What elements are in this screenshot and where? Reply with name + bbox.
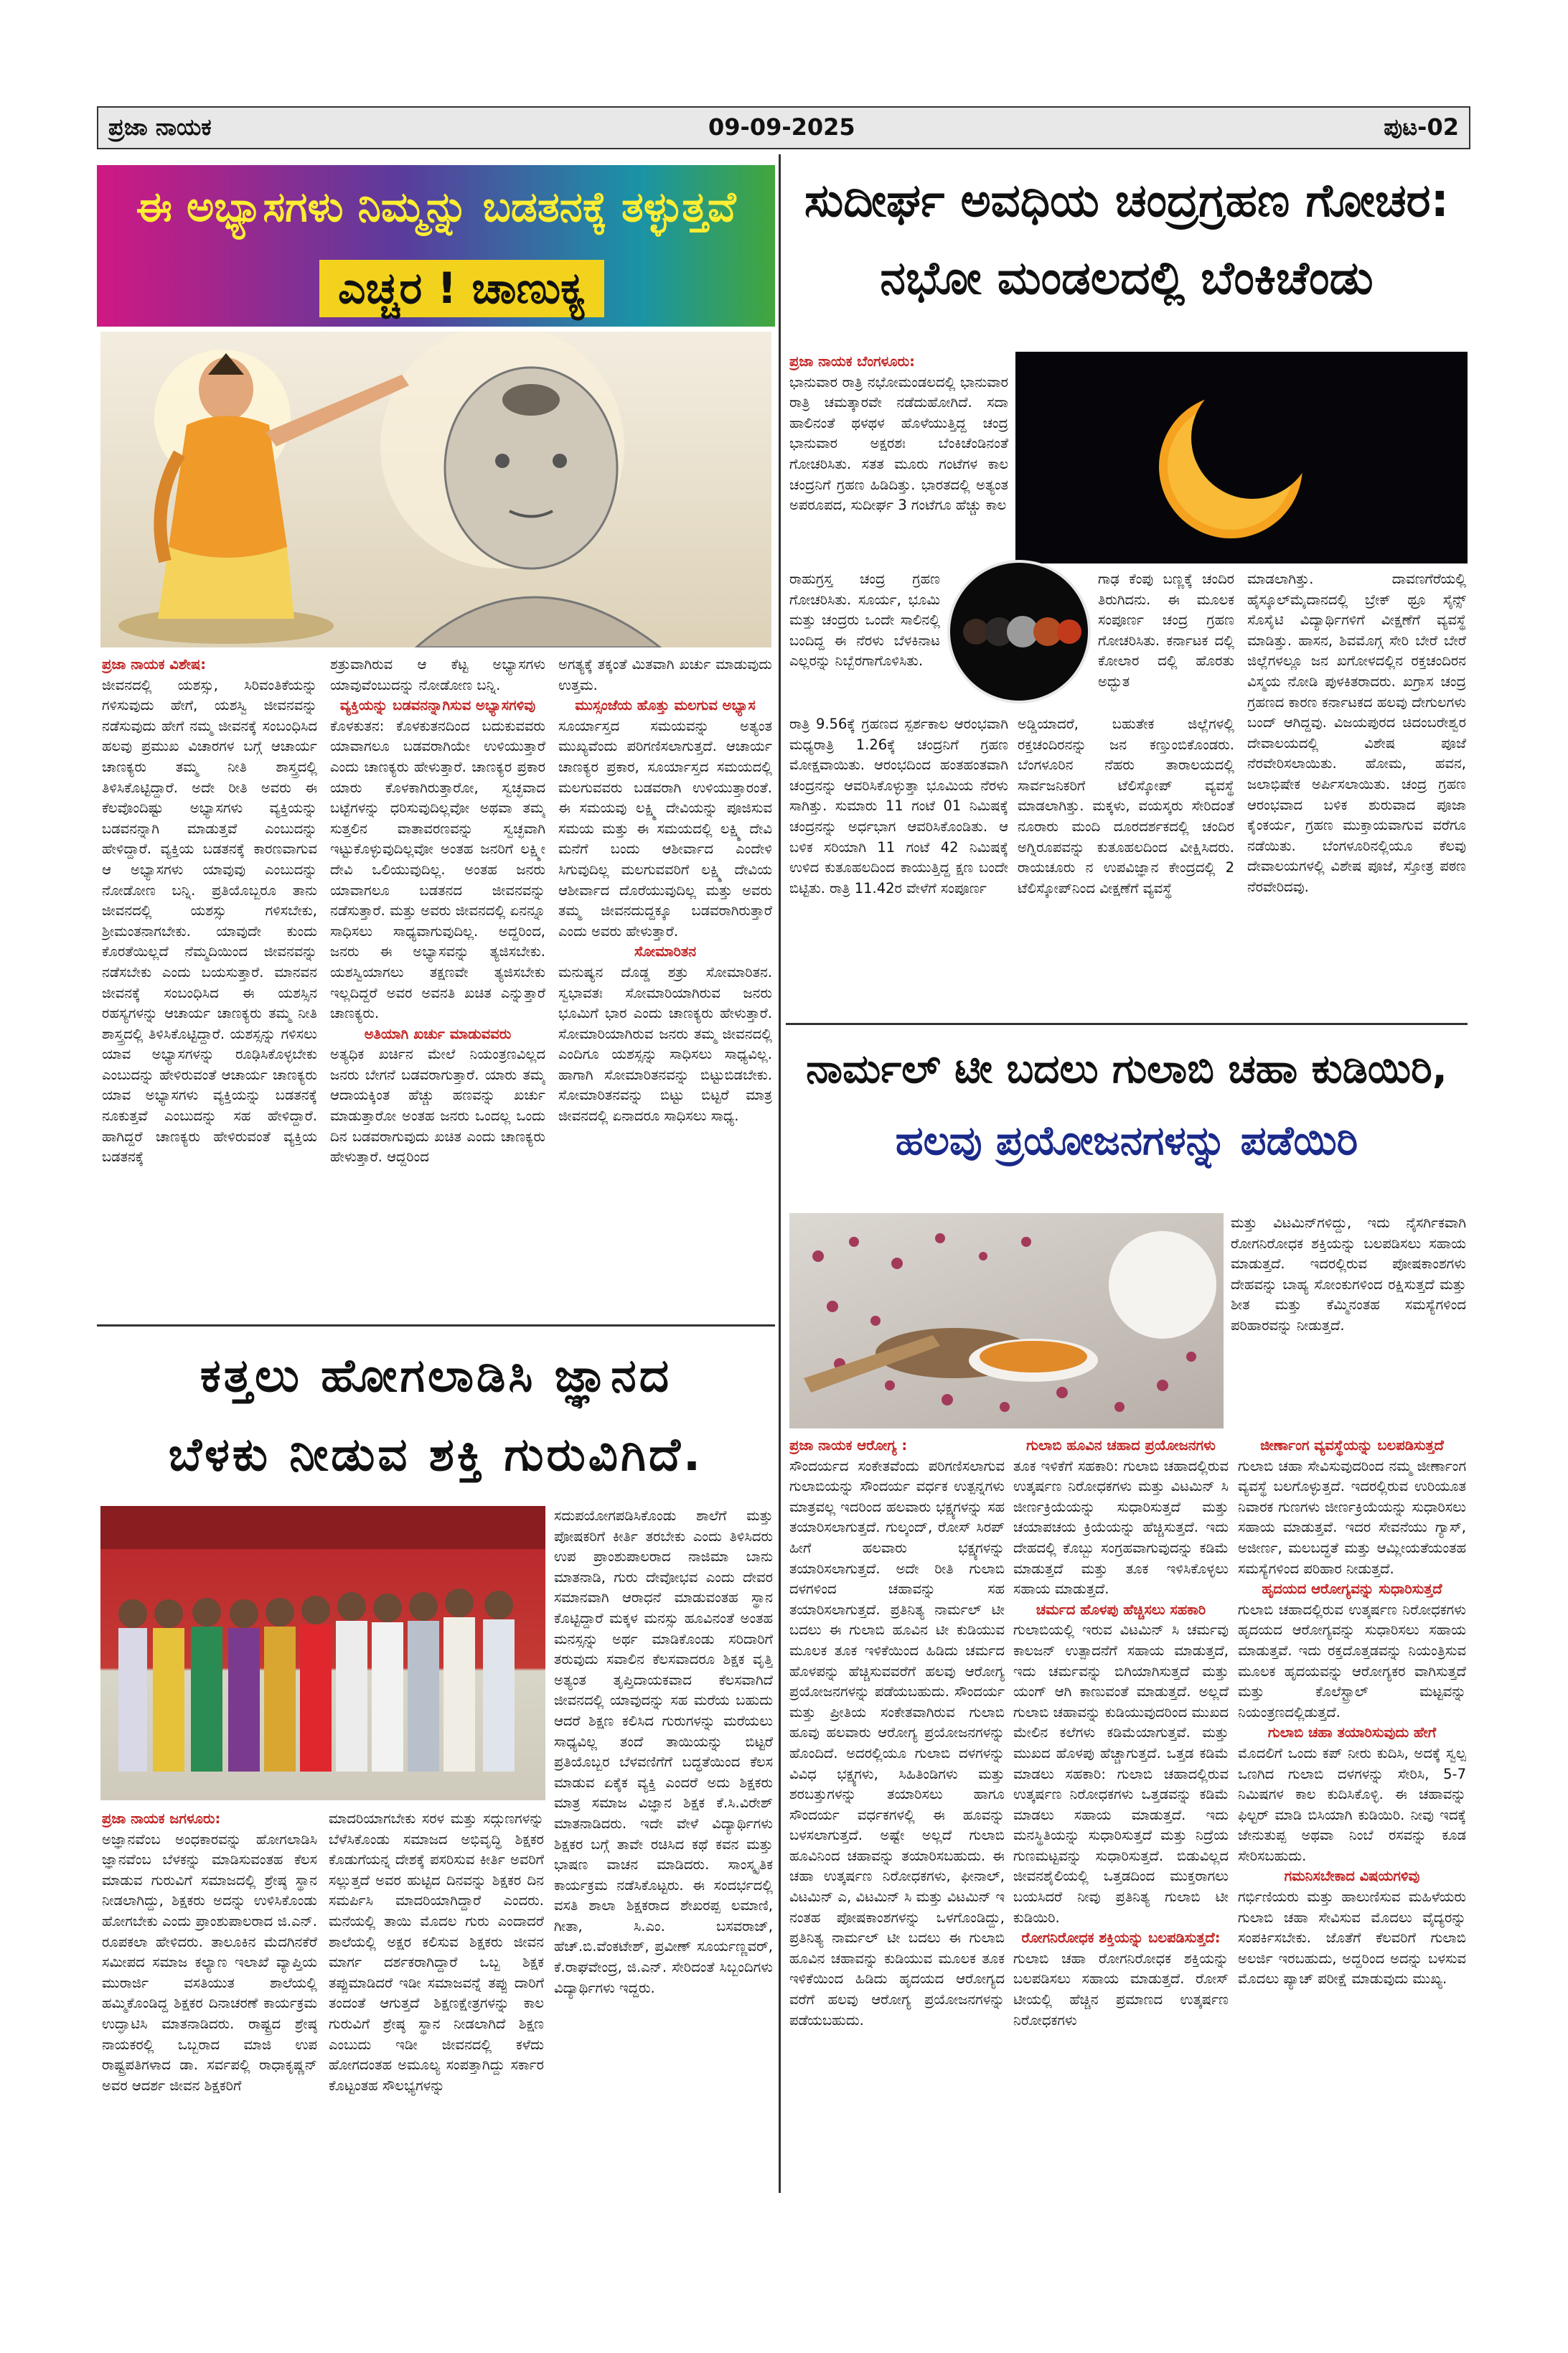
eclipse-column-3 — [1247, 569, 1466, 1016]
subheading: ಜೀರ್ಣಾಂಗ ವ್ಯವಸ್ಥೆಯನ್ನು ಬಲಪಡಿಸುತ್ತದೆ — [1260, 1437, 1444, 1454]
article-text: ಗುಲಾಬಿ ಚಹಾ ಸೇವಿಸುವುದರಿಂದ ನಮ್ಮ ಜೀರ್ಣಾಂಗ ವ್ಯವಸ್ಥೆ ಬಲಗೊಳ್ಳುತ್ತದೆ. ಇದರಲ್ಲಿರುವ ಉರಿಯೂತ ನಿವಾರಕ ಗುಣಗಳು ಜೀರ್ಣಕ್ರಿಯೆಯನ್ನು ಸುಧಾರಿಸಲು ಸಹಾಯ ಮಾಡುತ್ತವೆ. ಇದರ ಸೇವನೆಯು ಗ್ಯಾಸ್, ಅಜೀರ್ಣ, ಮಲಬದ್ಧತೆ ಮತ್ತು ಆಮ್ಲೀಯತೆಯಂತಹ ಸಮಸ್ಯೆಗಳಿಂದ ಪರಿಹಾರ ನೀಡುತ್ತದೆ. — [1238, 1457, 1466, 1577]
article-text: ಭಾನುವಾರ ರಾತ್ರಿ ನಭೋಮಂಡಲದಲ್ಲಿ ಭಾನುವಾರ ರಾತ್ರಿ ಚಮತ್ಕಾರವೇ ನಡೆದುಹೋಗಿದೆ. ಸದಾ ಹಾಲಿನಂತೆ ಥಳಥಳ ಹೊಳೆಯುತ್ತಿದ್ದ ಚಂದ್ರ ಭಾನುವಾರ ಅಕ್ಷರಶಃ ಬೆಂಕಿಚೆಂಡಿನಂತೆ ಗೋಚರಿಸಿತು. ಸತತ ಮೂರು ಗಂಟೆಗಳ ಕಾಲ ಚಂದ್ರನಿಗೆ ಗ್ರಹಣ ಹಿಡಿದಿತ್ತು. ಭಾರತದಲ್ಲಿ ಅತ್ಯಂತ ಅಪರೂಪದ, ಸುದೀರ್ಘ 3 ಗಂಟೆಗೂ ಹೆಚ್ಚು ಕಾಲ — [789, 373, 1008, 514]
headline-line-2: ಎಚ್ಚರ ! ಚಾಣುಕ್ಯ — [319, 260, 604, 317]
chanakya-headline-banner — [97, 165, 775, 327]
dateline: ಪ್ರಜಾ ನಾಯಕ ವಿಶೇಷ: — [102, 656, 207, 673]
subheading: ವ್ಯಕ್ತಿಯನ್ನು ಬಡವನನ್ನಾಗಿಸುವ ಅಭ್ಯಾಸಗಳಿವು — [339, 697, 536, 714]
chanakya-column-1 — [102, 655, 317, 1319]
article-text: ಮೊದಲಿಗೆ ಒಂದು ಕಪ್ ನೀರು ಕುದಿಸಿ, ಅದಕ್ಕೆ ಸ್ವಲ್ಪ ಒಣಗಿದ ಗುಲಾಬಿ ದಳಗಳನ್ನು ಸೇರಿಸಿ, 5-7 ನಿಮಿಷಗಳ ಕಾಲ ಕುದಿಸಿಕೊಳ್ಳಿ. ಈ ಚಹಾವನ್ನು ಫಿಲ್ಟರ್ ಮಾಡಿ ಬಿಸಿಯಾಗಿ ಕುಡಿಯಿರಿ. ನೀವು ಇದಕ್ಕೆ ಜೇನುತುಪ್ಪ ಅಥವಾ ನಿಂಬೆ ರಸವನ್ನು ಕೂಡ ಸೇರಿಸಬಹುದು. — [1238, 1744, 1466, 1864]
article-text: ಸೂರ್ಯಾಸ್ತದ ಸಮಯವನ್ನು ಅತ್ಯಂತ ಮುಖ್ಯವೆಂದು ಪರಿಗಣಿಸಲಾಗುತ್ತದೆ. ಆಚಾರ್ಯ ಚಾಣಕ್ಯರ ಪ್ರಕಾರ, ಸೂರ್ಯಾಸ್ತದ ಸಮಯದಲ್ಲಿ ಮಲಗುವವರು ಬಡವರಾಗಿ ಉಳಿಯುತ್ತಾರಂತೆ. ಈ ಸಮಯವು ಲಕ್ಷ್ಮಿ ದೇವಿಯನ್ನು ಪೂಜಿಸುವ ಸಮಯ ಮತ್ತು ಈ ಸಮಯದಲ್ಲಿ ಲಕ್ಷ್ಮಿ ದೇವಿ ಮನೆಗೆ ಬಂದು ಆಶೀರ್ವಾದ ಎಂದೇಳಿ ಸಿಗುವುದಿಲ್ಲ ಮಲಗುವವರಿಗೆ ಲಕ್ಷ್ಮಿ ದೇವಿಯ ಆಶೀರ್ವಾದ ದೊರೆಯುವುದಿಲ್ಲ ಮತ್ತು ಅವರು ತಮ್ಮ ಜೀವನದುದ್ದಕ್ಕೂ ಬಡವರಾಗಿರುತ್ತಾರೆ ಎಂದು ಅವರು ಹೇಳುತ್ತಾರೆ. — [558, 717, 772, 940]
rosetea-column-3-top — [1231, 1213, 1466, 1428]
dateline: ಪ್ರಜಾ ನಾಯಕ ಬೆಂಗಳೂರು: — [789, 353, 915, 370]
teacher-column-1 — [102, 1809, 317, 2193]
teacher-column-3 — [554, 1506, 773, 2191]
article-text: ಅಗತ್ಯಕ್ಕೆ ತಕ್ಕಂತೆ ಮಿತವಾಗಿ ಖರ್ಚು ಮಾಡುವುದು ಉತ್ತಮ. — [558, 656, 772, 693]
headline-line-1: ಸುದೀರ್ಘ ಅವಧಿಯ ಚಂದ್ರಗ್ರಹಣ ಗೋಚರ: — [804, 174, 1450, 228]
article-text: ಸದುಪಯೋಗಪಡಿಸಿಕೊಂಡು ಶಾಲೆಗೆ ಮತ್ತು ಪೋಷಕರಿಗೆ ಕೀರ್ತಿ ತರಬೇಕು ಎಂದು ತಿಳಿಸಿದರು ಉಪ ಪ್ರಾಂಶುಪಾಲರಾದ ನಾಜಿಮಾ ಬಾನು ಮಾತನಾಡಿ, ಗುರು ದೇವೋಭವ ಎಂದು ದೇವರ ಸಮಾನವಾಗಿ ಆರಾಧನೆ ಮಾಡುವಂತಹ ಸ್ಥಾನ ಕೊಟ್ಟಿದ್ದಾರೆ ಮಕ್ಕಳ ಮನಸ್ಸು ಹೂವಿನಂತೆ ಅಂತಹ ಮನಸ್ಸನ್ನು ಅರ್ಥ ಮಾಡಿಕೊಂಡು ಸರಿದಾರಿಗೆ ತರುವುದು ಸವಾಲಿನ ಕೆಲಸವಾದರೂ ಶಿಕ್ಷಕ ವೃತ್ತಿ ಅತ್ಯಂತ ತೃಪ್ತಿದಾಯಕವಾದ ಕೆಲಸವಾಗಿದೆ ಜೀವನದಲ್ಲಿ ಯಾವುದನ್ನು ಸಹ ಮರೆಯ ಬಹುದು ಆದರೆ ಶಿಕ್ಷಣ ಕಲಿಸಿದ ಗುರುಗಳನ್ನು ಮರೆಯಲು ಸಾಧ್ಯವಿಲ್ಲ ತಂದೆ ತಾಯಿಯನ್ನು ಬಿಟ್ಟರೆ ಪ್ರತಿಯೊಬ್ಬರ ಬೆಳವಣಿಗೆಗೆ ಬದ್ಧತೆಯಿಂದ ಕೆಲಸ ಮಾಡುವ ಏಕೈಕ ವ್ಯಕ್ತಿ ಎಂದರೆ ಅದು ಶಿಕ್ಷಕರು ಮಾತ್ರ ಸಮಾಜ ವಿಜ್ಞಾನ ಶಿಕ್ಷಕ ಕೆ.ಸಿ.ವಿರೇಶ್ ಮಾತನಾಡಿದರು. ಇದೇ ವೇಳೆ ವಿದ್ಯಾರ್ಥಿಗಳು ಶಿಕ್ಷಕರ ಬಗ್ಗೆ ತಾವೇ ರಚಿಸಿದ ಕಥೆ ಕವನ ಮತ್ತು ಭಾಷಣ ವಾಚನ ಮಾಡಿದರು. ಸಾಂಸ್ಕೃತಿಕ ಕಾರ್ಯಕ್ರಮ ನಡೆಸಿಕೊಟ್ಟರು. ಈ ಸಂದರ್ಭದಲ್ಲಿ ವಸತಿ ಶಾಲಾ ಶಿಕ್ಷಕರಾದ ಶೇಖರಪ್ಪ ಲಮಾಣಿ, ಗೀತಾ, ಸಿ.ಎಂ. ಬಸವರಾಜ್, ಹೆಚ್.ಬಿ.ವೆಂಕಟೇಶ್, ಪ್ರವೀಣ್ ಸೂರ್ಯಣ್ಣವರ್, ಕೆ.ರಾಘವೇಂದ್ರ, ಜಿ.ಎನ್. ಸೇರಿದಂತೆ ಸಿಬ್ಬಂದಿಗಳು ವಿದ್ಯಾರ್ಥಿಗಳು ಇದ್ದರು. — [554, 1507, 773, 1996]
article-text: ಮಾಡಲಾಗಿತ್ತು. ದಾವಣಗೆರೆಯಲ್ಲಿ ಹೈಸ್ಕೂಲ್‌ಮೈದಾನದಲ್ಲಿ ಬ್ರೇಕ್ ಥ್ರೂ ಸೈನ್ಸ್ ಸೊಸೈಟಿ ವಿದ್ಯಾರ್ಥಿಗಳಿಗೆ ವೀಕ್ಷಣೆಗೆ ವ್ಯವಸ್ಥೆ ಮಾಡಿತ್ತು. ಹಾಸನ, ಶಿವಮೊಗ್ಗ ಸೇರಿ ಬೇರೆ ಬೇರೆ ಜಿಲ್ಲೆಗಳಲ್ಲೂ ಜನ ಖಗೋಳದಲ್ಲಿನ ರಕ್ತಚಂದಿರನ ವಿಸ್ಮಯ ನೋಡಿ ಪುಳಕಿತರಾದರು. ಖಗ್ರಾಸ ಚಂದ್ರ ಗ್ರಹಣದ ಕಾರಣ ಕರ್ನಾಟಕದ ಹಲವು ದೇಗುಲಗಳು ಬಂದ್ ಆಗಿದ್ದವು. ವಿಜಯಪುರದ ಚಿದಂಬರೇಶ್ವರ ದೇವಾಲಯದಲ್ಲಿ ವಿಶೇಷ ಪೂಜೆ ನೆರವೇರಿಸಲಾಯಿತು. ಹೋಮ, ಹವನ, ಜಲಾಭಿಷೇಕ ಅರ್ಪಿಸಲಾಯಿತು. ಚಂದ್ರ ಗ್ರಹಣ ಆರಂಭವಾದ ಬಳಿಕ ಶುರುವಾದ ಪೂಜಾ ಕೈಂಕರ್ಯ, ಗ್ರಹಣ ಮುಕ್ತಾಯವಾಗುವ ವರೆಗೂ ನಡೆಯಿತು. ಬೆಂಗಳೂರಿನಲ್ಲಿಯೂ ಕೆಲವು ದೇವಾಲಯಗಳಲ್ಲಿ ವಿಶೇಷ ಪೂಜೆ, ಸ್ತೋತ್ರ ಪಠಣ ನೆರವೇರಿದವು. — [1247, 571, 1466, 895]
article-text: ಮನುಷ್ಯನ ದೊಡ್ಡ ಶತ್ರು ಸೋಮಾರಿತನ. ಸ್ವಭಾವತಃ ಸೋಮಾರಿಯಾಗಿರುವ ಜನರು ಭೂಮಿಗೆ ಭಾರ ಎಂದು ಚಾಣಕ್ಯರು ಹೇಳುತ್ತಾರೆ. ಸೋಮಾರಿಯಾಗಿರುವ ಜನರು ತಮ್ಮ ಜೀವನದಲ್ಲಿ ಎಂದಿಗೂ ಯಶಸ್ಸನ್ನು ಸಾಧಿಸಲು ಸಾಧ್ಯವಿಲ್ಲ. ಹಾಗಾಗಿ ಸೋಮಾರಿತನವನ್ನು ಬಿಟ್ಟುಬಿಡಬೇಕು. ಸೋಮಾರಿತನವನ್ನು ಬಿಟ್ಟು ಬಿಟ್ಟರೆ ಮಾತ್ರ ಜೀವನದಲ್ಲಿ ಏನಾದರೂ ಸಾಧಿಸಲು ಸಾಧ್ಯ. — [558, 963, 772, 1125]
section-rule — [97, 1324, 775, 1327]
headline-line-1: ನಾರ್ಮಲ್ ಟೀ ಬದಲು ಗುಲಾಬಿ ಚಹಾ ಕುಡಿಯಿರಿ, — [806, 1046, 1447, 1093]
eclipse-column-1-top — [789, 352, 1008, 567]
article-text: ಕೊಳಕುತನ: ಕೊಳಕುತನದಿಂದ ಬದುಕುವವರು ಯಾವಾಗಲೂ ಬಡವರಾಗಿಯೇ ಉಳಿಯುತ್ತಾರೆ ಎಂದು ಚಾಣಕ್ಯರು ಹೇಳುತ್ತಾರೆ. ಚಾಣಕ್ಯರ ಪ್ರಕಾರ ಯಾರು ಕೊಳಕಾಗಿರುತ್ತಾರೋ, ಸ್ವಚ್ಛವಾದ ಬಟ್ಟೆಗಳನ್ನು ಧರಿಸುವುದಿಲ್ಲವೋ ಅಥವಾ ತಮ್ಮ ಸುತ್ತಲಿನ ವಾತಾವರಣವನ್ನು ಸ್ವಚ್ಛವಾಗಿ ಇಟ್ಟುಕೊಳ್ಳುವುದಿಲ್ಲವೋ ಅಂತಹ ಜನರಿಗೆ ಲಕ್ಷ್ಮೀ ದೇವಿ ಒಲಿಯುವುದಿಲ್ಲ. ಅಂತಹ ಜನರು ಯಾವಾಗಲೂ ಬಡತನದ ಜೀವನವನ್ನು ನಡೆಸುತ್ತಾರೆ. ಮತ್ತು ಅವರು ಜೀವನದಲ್ಲಿ ಏನನ್ನೂ ಸಾಧಿಸಲು ಸಾಧ್ಯವಾಗುವುದಿಲ್ಲ. ಅದ್ದರಿಂದ, ಜನರು ಈ ಅಭ್ಯಾಸವನ್ನು ತ್ಯಜಿಸಬೇಕು. ಯಶಸ್ವಿಯಾಗಲು ತಕ್ಷಣವೇ ತ್ಯಜಿಸಬೇಕು ಇಲ್ಲದಿದ್ದರೆ ಅವರ ಅವನತಿ ಖಚಿತ ಎನ್ನುತ್ತಾರೆ ಚಾಣಕ್ಯರು. — [330, 717, 545, 1022]
dateline: ಪ್ರಜಾ ನಾಯಕ ಜಗಳೂರು: — [102, 1810, 221, 1827]
eclipse-headline — [786, 162, 1468, 337]
headline-line-1: ಈ ಅಭ್ಯಾಸಗಳು ನಿಮ್ಮನ್ನು ಬಡತನಕ್ಕೆ ತಳ್ಳುತ್ತವೆ — [136, 182, 736, 231]
subheading: ಗುಲಾಬಿ ಹೂವಿನ ಚಹಾದ ಪ್ರಯೋಜನಗಳು — [1026, 1437, 1216, 1454]
article-text: ತೂಕ ಇಳಿಕೆಗೆ ಸಹಕಾರಿ: ಗುಲಾಬಿ ಚಹಾದಲ್ಲಿರುವ ಉತ್ಕರ್ಷಣ ನಿರೋಧಕಗಳು ಮತ್ತು ವಿಟಮಿನ್ ಸಿ ಜೀರ್ಣಕ್ರಿಯೆಯನ್ನು ಸುಧಾರಿಸುತ್ತದೆ ಮತ್ತು ಚಯಾಪಚಯ ಕ್ರಿಯೆಯನ್ನು ಹೆಚ್ಚಿಸುತ್ತದೆ. ಇದು ದೇಹದಲ್ಲಿ ಕೊಬ್ಬು ಸಂಗ್ರಹವಾಗುವುದನ್ನು ಕಡಿಮೆ ಮಾಡುತ್ತದೆ ಮತ್ತು ತೂಕ ಇಳಿಸಿಕೊಳ್ಳಲು ಸಹಾಯ ಮಾಡುತ್ತದೆ. — [1013, 1457, 1229, 1598]
chanakya-column-2 — [330, 655, 545, 1319]
dateline: ಪ್ರಜಾ ನಾಯಕ ಆರೋಗ್ಯ : — [789, 1437, 908, 1454]
article-text: ಶತ್ರುವಾಗಿರುವ ಆ ಕೆಟ್ಟ ಅಭ್ಯಾಸಗಳು ಯಾವುವೆಂಬುದನ್ನು ನೋಡೋಣ ಬನ್ನಿ. — [330, 656, 545, 693]
article-text: ಮಾದರಿಯಾಗಬೇಕು ಸರಳ ಮತ್ತು ಸದ್ಗುಣಗಳನ್ನು ಬೆಳೆಸಿಕೊಂಡು ಸಮಾಜದ ಅಭಿವೃದ್ಧಿ ಶಿಕ್ಷಕರ ಕೊಡುಗೆಯನ್ನ ದೇಶಕ್ಕೆ ಪಸರಿಸುವ ಕೀರ್ತಿ ಅವರಿಗೆ ಸಲ್ಲುತ್ತದೆ ಅವರ ಹುಟ್ಟಿದ ದಿನವನ್ನು ಶಿಕ್ಷಕರ ದಿನ ಸಮರ್ಪಿಸಿ ಮಾದರಿಯಾಗಿದ್ದಾರೆ ಎಂದರು. ಮನೆಯಲ್ಲಿ ತಾಯಿ ಮೊದಲ ಗುರು ಎಂದಾದರೆ ಶಾಲೆಯಲ್ಲಿ ಅಕ್ಷರ ಕಲಿಸುವ ಶಿಕ್ಷಕರು ಜೀವನ ಮಾರ್ಗ ದರ್ಶಕರಾಗಿದ್ದಾರೆ ಒಬ್ಬ ಶಿಕ್ಷಕ ತಪ್ಪುಮಾಡಿದರೆ ಇಡೀ ಸಮಾಜವನ್ನೆ ತಪ್ಪು ದಾರಿಗೆ ತಂದಂತೆ ಆಗುತ್ತದೆ ಶಿಕ್ಷಣಕ್ಷೇತ್ರಗಳನ್ನು ಕಾಲ ಗುರುವಿಗೆ ಶ್ರೇಷ್ಠ ಸ್ಥಾನ ನೀಡಲಾಗಿದೆ ಶಿಕ್ಷಣ ಎಂಬುದು ಇಡೀ ಜೀವನದಲ್ಲಿ ಕಳೆದು ಹೋಗದಂತಹ ಅಮೂಲ್ಯ ಸಂಪತ್ತಾಗಿದ್ದು ಸರ್ಕಾರ ಕೊಟ್ಟಂತಹ ಸೌಲಭ್ಯಗಳನ್ನು — [329, 1810, 544, 2094]
article-text: ಸೌಂದರ್ಯದ ಸಂಕೇತವೆಂದು ಪರಿಗಣಿಸಲಾಗುವ ಗುಲಾಬಿಯನ್ನು ಸೌಂದರ್ಯ ವರ್ಧಕ ಉತ್ಪನ್ನಗಳು ಮಾತ್ರವಲ್ಲ ಇದರಿಂದ ಹಲವಾರು ಭಕ್ಷ್ಯಗಳನ್ನು ಸಹ ತಯಾರಿಸಲಾಗುತ್ತದೆ. ಗುಲ್ಕಂದ್, ರೋಸ್ ಸಿರಪ್ ಹೀಗೆ ಹಲವಾರು ಭಕ್ಷ್ಯಗಳನ್ನು ತಯಾರಿಸಲಾಗುತ್ತದೆ. ಅದೇ ರೀತಿ ಗುಲಾಬಿ ದಳಗಳಿಂದ ಚಹಾವನ್ನು ಸಹ ತಯಾರಿಸಲಾಗುತ್ತದೆ. ಪ್ರತಿನಿತ್ಯ ನಾರ್ಮಲ್ ಟೀ ಬದಲು ಈ ಗುಲಾಬಿ ಹೂವಿನ ಟೀ ಕುಡಿಯುವ ಮೂಲಕ ತೂಕ ಇಳಿಕೆಯಿಂದ ಹಿಡಿದು ಚರ್ಮದ ಹೊಳಪನ್ನು ಹೆಚ್ಚಿಸುವವರೆಗೆ ಹಲವು ಆರೋಗ್ಯ ಪ್ರಯೋಜನಗಳನ್ನು ಪಡೆಯಬಹುದು. ಸೌಂದರ್ಯ ಮತ್ತು ಪ್ರೀತಿಯ ಸಂಕೇತವಾಗಿರುವ ಗುಲಾಬಿ ಹೂವು ಹಲವಾರು ಆರೋಗ್ಯ ಪ್ರಯೋಜನಗಳನ್ನು ಹೊಂದಿದೆ. ಅದರಲ್ಲಿಯೂ ಗುಲಾಬಿ ದಳಗಳನ್ನು ವಿವಿಧ ಭಕ್ಷ್ಯಗಳು, ಸಿಹಿತಿಂಡಿಗಳು ಮತ್ತು ಶರಬತ್ತುಗಳನ್ನು ತಯಾರಿಸಲು ಹಾಗೂ ಸೌಂದರ್ಯ ವರ್ಧಕಗಳಲ್ಲಿ ಈ ಹೂವನ್ನು ಬಳಸಲಾಗುತ್ತದೆ. ಅಷ್ಟೇ ಅಲ್ಲದೆ ಗುಲಾಬಿ ಹೂವಿನಿಂದ ಚಹಾವನ್ನು ತಯಾರಿಸಬಹುದು. ಈ ಚಹಾ ಉತ್ಕರ್ಷಣ ನಿರೋಧಕಗಳು, ಫೀನಾಲ್, ವಿಟಮಿನ್ ಎ, ವಿಟಮಿನ್ ಸಿ ಮತ್ತು ವಿಟಮಿನ್ ಇ ನಂತಹ ಪೋಷಕಾಂಶಗಳನ್ನು ಒಳಗೊಂಡಿದ್ದು, ಪ್ರತಿನಿತ್ಯ ನಾರ್ಮಲ್ ಟೀ ಬದಲು ಈ ಗುಲಾಬಿ ಹೂವಿನ ಚಹಾವನ್ನು ಕುಡಿಯುವ ಮೂಲಕ ತೂಕ ಇಳಿಕೆಯಿಂದ ಹಿಡಿದು ಹೃದಯದ ಆರೋಗ್ಯದ ವರೆಗೆ ಹಲವು ಆರೋಗ್ಯ ಪ್ರಯೋಜನಗಳನ್ನು ಪಡೆಯಬಹುದು. — [789, 1457, 1005, 2029]
teacher-column-2 — [329, 1809, 544, 2193]
headline-line-2: ಹಲವು ಪ್ರಯೋಜನಗಳನ್ನು ಪಡೆಯಿರಿ — [895, 1118, 1358, 1164]
rose-tea-photo — [789, 1213, 1224, 1428]
article-text: ಗುಲಾಬಿ ಚಹಾ ರೋಗನಿರೋಧಕ ಶಕ್ತಿಯನ್ನು ಬಲಪಡಿಸಲು ಸಹಾಯ ಮಾಡುತ್ತದೆ. ರೋಸ್ ಟೀಯಲ್ಲಿ ಹೆಚ್ಚಿನ ಪ್ರಮಾಣದ ಉತ್ಕರ್ಷಣ ನಿರೋಧಕಗಳು — [1013, 1950, 1229, 2029]
eclipse-phases-image — [947, 560, 1091, 703]
eclipse-column-2-wrap — [1098, 569, 1234, 713]
headline-line-2: ನಭೋ ಮಂಡಲದಲ್ಲಿ ಬೆಂಕಿಚೆಂಡು — [880, 252, 1374, 305]
eclipse-photo — [1015, 352, 1468, 563]
article-text: ರಾಹುಗ್ರಸ್ತ ಚಂದ್ರ ಗ್ರಹಣ ಗೋಚರಿಸಿತು. ಸೂರ್ಯ, ಭೂಮಿ ಮತ್ತು ಚಂದ್ರರು ಒಂದೇ ಸಾಲಿನಲ್ಲಿ ಬಂದಿದ್ದ ಈ ನೆರಳು ಬೆಳಕಿನಾಟ ಎಲ್ಲರನ್ನು ನಿಬ್ಬೆರಗಾಗೊಳಿಸಿತು. — [789, 571, 940, 670]
rosetea-column-1 — [789, 1436, 1005, 2193]
headline-line-1: ಕತ್ತಲು ಹೋಗಲಾಡಿಸಿ ಜ್ಞಾನದ — [199, 1349, 672, 1403]
teachers-group-photo — [100, 1506, 545, 1800]
page-header — [97, 106, 1470, 149]
issue-date: 09-09-2025 — [708, 113, 855, 141]
eclipse-column-2-bottom — [1018, 714, 1234, 1016]
article-text: ಜೀವನದಲ್ಲಿ ಯಶಸ್ಸು, ಸಿರಿವಂತಿಕೆಯನ್ನು ಗಳಿಸುವುದು ಹೇಗೆ, ಯಶಸ್ವಿ ಜೀವನವನ್ನು ನಡೆಸುವುದು ಹೇಗೆ ನಮ್ಮ ಜೀವನಕ್ಕೆ ಸಂಬಂಧಿಸಿದ ಹಲವು ಪ್ರಮುಖ ವಿಚಾರಗಳ ಬಗ್ಗೆ ಆಚಾರ್ಯ ಚಾಣಕ್ಯರು ತಮ್ಮ ನೀತಿ ಶಾಸ್ತ್ರದಲ್ಲಿ ತಿಳಿಸಿಕೊಟ್ಟಿದ್ದಾರೆ. ಅದೇ ರೀತಿ ಅವರು ಈ ಕೆಲವೊಂದಿಷ್ಟು ಅಭ್ಯಾಸಗಳು ವ್ಯಕ್ತಿಯನ್ನು ಬಡವನನ್ನಾಗಿ ಮಾಡುತ್ತವೆ ಎಂಬುದನ್ನು ಹೇಳಿದ್ದಾರೆ. ವ್ಯಕ್ತಿಯ ಬಡತನಕ್ಕೆ ಕಾರಣವಾಗುವ ಆ ಅಭ್ಯಾಸಗಳು ಯಾವುವು ಎಂಬುದನ್ನು ನೋಡೋಣ ಬನ್ನಿ. ಪ್ರತಿಯೊಬ್ಬರೂ ತಾನು ಜೀವನದಲ್ಲಿ ಯಶಸ್ಸು ಗಳಿಸಬೇಕು, ಶ್ರೀಮಂತನಾಗಬೇಕು. ಯಾವುದೇ ಕುಂದು ಕೊರತೆಯಿಲ್ಲದೆ ನೆಮ್ಮದಿಯಿಂದ ಜೀವನವನ್ನು ನಡೆಸಬೇಕು ಎಂದು ಬಯಸುತ್ತಾರೆ. ಮಾನವನ ಜೀವನಕ್ಕೆ ಸಂಬಂಧಿಸಿದ ಈ ಯಶಸ್ಸಿನ ರಹಸ್ಯಗಳನ್ನು ಆಚಾರ್ಯ ಚಾಣಕ್ಯರು ತಮ್ಮ ನೀತಿ ಶಾಸ್ತ್ರದಲ್ಲಿ ತಿಳಿಸಿಕೊಟ್ಟಿದ್ದಾರೆ. ಯಶಸ್ಸನ್ನು ಗಳಿಸಲು ಯಾವ ಅಭ್ಯಾಸಗಳನ್ನು ರೂಢಿಸಿಕೊಳ್ಳಬೇಕು ಎಂಬುದನ್ನು ಹೇಳಿರುವಂತೆ ಆಚಾರ್ಯ ಚಾಣಕ್ಯರು ಯಾವ ಅಭ್ಯಾಸಗಳು ವ್ಯಕ್ತಿಯನ್ನು ಬಡತನಕ್ಕೆ ನೂಕುತ್ತವೆ ಎಂಬುದನ್ನು ಸಹ ಹೇಳಿದ್ದಾರೆ. ಹಾಗಿದ್ದರೆ ಚಾಣಕ್ಯರು ಹೇಳಿರುವಂತೆ ವ್ಯಕ್ತಿಯ ಬಡತನಕ್ಕೆ — [102, 676, 317, 1166]
rosetea-column-3 — [1238, 1436, 1466, 2193]
article-text: ಗಾಢ ಕೆಂಪು ಬಣ್ಣಕ್ಕೆ ಚಂದಿರ ತಿರುಗಿದನು. ಈ ಮೂಲಕ ಸಂಪೂರ್ಣ ಚಂದ್ರ ಗ್ರಹಣ ಗೋಚರಿಸಿತು. ಕರ್ನಾಟಕ ದಲ್ಲಿ ಕೋಲಾರ ದಲ್ಲಿ ಹೊರತು ಅದ್ಭುತ — [1098, 571, 1234, 690]
rosetea-column-2 — [1013, 1436, 1229, 2193]
article-text: ಗುಲಾಬಿ ಚಹಾದಲ್ಲಿರುವ ಉತ್ಕರ್ಷಣ ನಿರೋಧಕಗಳು ಹೃದಯದ ಆರೋಗ್ಯವನ್ನು ಸುಧಾರಿಸಲು ಸಹಾಯ ಮಾಡುತ್ತವೆ. ಇದು ರಕ್ತದೊತ್ತಡವನ್ನು ನಿಯಂತ್ರಿಸುವ ಮೂಲಕ ಹೃದಯವನ್ನು ಆರೋಗ್ಯಕರ ವಾಗಿಸುತ್ತದೆ ಮತ್ತು ಕೊಲೆಸ್ಟ್ರಾಲ್ ಮಟ್ಟವನ್ನು ನಿಯಂತ್ರಣದಲ್ಲಿಡುತ್ತದೆ. — [1238, 1601, 1466, 1721]
eclipse-column-1-bottom — [789, 714, 1008, 1016]
subheading: ಅತಿಯಾಗಿ ಖರ್ಚು ಮಾಡುವವರು — [364, 1025, 512, 1042]
publication-name: ಪ್ರಜಾ ನಾಯಕ — [108, 113, 212, 141]
article-text: ಮತ್ತು ವಿಟಮಿನ್‌ಗಳಿದ್ದು, ಇದು ನೈಸರ್ಗಿಕವಾಗಿ ರೋಗನಿರೋಧಕ ಶಕ್ತಿಯನ್ನು ಬಲಪಡಿಸಲು ಸಹಾಯ ಮಾಡುತ್ತದೆ. ಇದರಲ್ಲಿರುವ ಪೋಷಕಾಂಶಗಳು ದೇಹವನ್ನು ಬಾಹ್ಯ ಸೋಂಕುಗಳಿಂದ ರಕ್ಷಿಸುತ್ತದೆ ಮತ್ತು ಶೀತ ಮತ್ತು ಕೆಮ್ಮಿನಂತಹ ಸಮಸ್ಯೆಗಳಿಂದ ಪರಿಹಾರವನ್ನು ನೀಡುತ್ತದೆ. — [1231, 1215, 1466, 1334]
chanakya-column-3 — [558, 655, 772, 1319]
article-text: ಅಜ್ಞಾನವೆಂಬ ಅಂಧಕಾರವನ್ನು ಹೋಗಲಾಡಿಸಿ ಜ್ಞಾನವೆಂಬ ಬೆಳಕನ್ನು ಮಾಡಿಸುವಂತಹ ಕೆಲಸ ಮಾಡುವ ಗುರುವಿಗೆ ಸಮಾಜದಲ್ಲಿ ಶ್ರೇಷ್ಠ ಸ್ಥಾನ ನೀಡಲಾಗಿದ್ದು, ಶಿಕ್ಷಕರು ಅದನ್ನು ಉಳಿಸಿಕೊಂಡು ಹೋಗಬೇಕು ಎಂದು ಪ್ರಾಂಶುಪಾಲರಾದ ಜಿ.ಎನ್. ರೂಪಕಲಾ ಹೇಳಿದರು. ತಾಲೂಕಿನ ಮೆದಗಿನಕೆರೆ ಸಮೀಪದ ಸಮಾಜ ಕಲ್ಯಾಣ ಇಲಾಖೆ ವ್ಯಾಪ್ತಿಯ ಮುರಾರ್ಜಿ ವಸತಿಯುತ ಶಾಲೆಯಲ್ಲಿ ಹಮ್ಮಿಕೊಂಡಿದ್ದ ಶಿಕ್ಷಕರ ದಿನಾಚರಣೆ ಕಾರ್ಯಕ್ರಮ ಉದ್ಘಾಟಿಸಿ ಮಾತನಾಡಿದರು. ರಾಷ್ಟ್ರದ ಶ್ರೇಷ್ಠ ನಾಯಕರಲ್ಲಿ ಒಬ್ಬರಾದ ಮಾಜಿ ಉಪ ರಾಷ್ಟ್ರಪತಿಗಳಾದ ಡಾ. ಸರ್ವಪಲ್ಲಿ ರಾಧಾಕೃಷ್ಣನ್ ಅವರ ಆದರ್ಶ ಜೀವನ ಶಿಕ್ಷಕರಿಗೆ — [102, 1830, 317, 2094]
article-text: ಅತ್ಯಧಿಕ ಖರ್ಚಿನ ಮೇಲೆ ನಿಯಂತ್ರಣವಿಲ್ಲದ ಜನರು ಬೇಗನೆ ಬಡವರಾಗುತ್ತಾರೆ. ಯಾರು ತಮ್ಮ ಆದಾಯಕ್ಕಿಂತ ಹೆಚ್ಚು ಹಣವನ್ನು ಖರ್ಚು ಮಾಡುತ್ತಾರೋ ಅಂತಹ ಜನರು ಒಂದಲ್ಲ ಒಂದು ದಿನ ಬಡವರಾಗುವುದು ಖಚಿತ ಎಂದು ಚಾಣಕ್ಯರು ಹೇಳುತ್ತಾರೆ. ಆದ್ದರಿಂದ — [330, 1046, 545, 1166]
subheading: ಹೃದಯದ ಆರೋಗ್ಯವನ್ನು ಸುಧಾರಿಸುತ್ತದೆ — [1262, 1581, 1442, 1598]
article-text: ಅಡ್ಡಿಯಾದರೆ, ಬಹುತೇಕ ಜಿಲ್ಲೆಗಳಲ್ಲಿ ರಕ್ತಚಂದಿರನನ್ನು ಜನ ಕಣ್ತುಂಬಿಕೊಂಡರು. ಬೆಂಗಳೂರಿನ ನೆಹರು ತಾರಾಲಯದಲ್ಲಿ ಸಾರ್ವಜನಿಕರಿಗೆ ಟೆಲಿಸ್ಕೋಪ್ ವ್ಯವಸ್ಥೆ ಮಾಡಲಾಗಿತ್ತು. ಮಕ್ಕಳು, ವಯಸ್ಕರು ಸೇರಿದಂತೆ ನೂರಾರು ಮಂದಿ ದೂರದರ್ಶಕದಲ್ಲಿ ಚಂದಿರ ಅಗ್ನಿರೂಪವನ್ನು ಕುತೂಹಲದಿಂದ ವೀಕ್ಷಿಸಿದರು. ರಾಯಚೂರು ನ ಉಪವಿಜ್ಞಾನ ಕೇಂದ್ರದಲ್ಲಿ 2 ಟೆಲಿಸ್ಕೋಪ್‌ನಿಂದ ವೀಕ್ಷಣೆಗೆ ವ್ಯವಸ್ಥೆ — [1018, 716, 1234, 897]
page-number: ಪುಟ-02 — [1384, 113, 1459, 141]
chanakya-illustration — [100, 332, 771, 647]
subheading: ಮುಸ್ಸಂಜೆಯ ಹೊತ್ತು ಮಲಗುವ ಅಭ್ಯಾಸ — [575, 697, 756, 714]
article-text: ಗರ್ಭಿಣಿಯರು ಮತ್ತು ಹಾಲುಣಿಸುವ ಮಹಿಳೆಯರು ಗುಲಾಬಿ ಚಹಾ ಸೇವಿಸುವ ಮೊದಲು ವೈದ್ಯರನ್ನು ಸಂಪರ್ಕಿಸಬೇಕು. ಜೊತೆಗೆ ಕೆಲವರಿಗೆ ಗುಲಾಬಿ ಅಲರ್ಜಿ ಇರಬಹುದು, ಅದ್ದರಿಂದ ಅದನ್ನು ಬಳಸುವ ಮೊದಲು ಪ್ಯಾಚ್ ಪರೀಕ್ಷೆ ಮಾಡುವುದು ಮುಖ್ಯ. — [1238, 1889, 1466, 1988]
article-text: ರಾತ್ರಿ 9.56ಕ್ಕೆ ಗ್ರಹಣದ ಸ್ಪರ್ಶಕಾಲ ಆರಂಭವಾಗಿ ಮಧ್ಯರಾತ್ರಿ 1.26ಕ್ಕೆ ಚಂದ್ರನಿಗೆ ಗ್ರಹಣ ಮೋಕ್ಷವಾಯಿತು. ಆರಂಭದಿಂದ ಹಂತಹಂತವಾಗಿ ಚಂದ್ರನನ್ನು ಆವರಿಸಿಕೊಳ್ಳುತ್ತಾ ಭೂಮಿಯ ನೆರಳು ಸಾಗಿತ್ತು. ಸುಮಾರು 11 ಗಂಟೆ 01 ನಿಮಿಷಕ್ಕೆ ಚಂದ್ರನನ್ನು ಅರ್ಧಭಾಗ ಆವರಿಸಿಕೊಂಡಿತು. ಆ ಬಳಿಕ ಸರಿಯಾಗಿ 11 ಗಂಟೆ 42 ನಿಮಿಷಕ್ಕೆ ಉಳಿದ ಕುತೂಹಲದಿಂದ ಕಾಯುತ್ತಿದ್ದ ಕ್ಷಣ ಬಂದೇ ಬಿಟ್ಟಿತು. ರಾತ್ರಿ 11.42ರ ವೇಳೆಗೆ ಸಂಪೂರ್ಣ — [789, 716, 1008, 897]
subheading: ಸೋಮಾರಿತನ — [634, 943, 697, 960]
section-rule — [786, 1023, 1468, 1025]
article-text: ಗುಲಾಬಿಯಲ್ಲಿ ಇರುವ ವಿಟಮಿನ್ ಸಿ ಚರ್ಮವು ಕಾಲಜನ್ ಉತ್ಪಾದನೆಗೆ ಸಹಾಯ ಮಾಡುತ್ತದೆ, ಇದು ಚರ್ಮವನ್ನು ಬಿಗಿಯಾಗಿಸುತ್ತದೆ ಮತ್ತು ಯಂಗ್ ಆಗಿ ಕಾಣುವಂತೆ ಮಾಡುತ್ತದೆ. ಅಲ್ಲದೆ ಗುಲಾಬಿ ಚಹಾವನ್ನು ಕುಡಿಯುವುದರಿಂದ ಮುಖದ ಮೇಲಿನ ಕಲೆಗಳು ಕಡಿಮೆಯಾಗುತ್ತವೆ. ಮತ್ತು ಮುಖದ ಹೊಳಪು ಹೆಚ್ಚಾಗುತ್ತದೆ. ಒತ್ತಡ ಕಡಿಮೆ ಮಾಡಲು ಸಹಕಾರಿ: ಗುಲಾಬಿ ಚಹಾದಲ್ಲಿರುವ ಉತ್ಕರ್ಷಣ ನಿರೋಧಕಗಳು ಒತ್ತಡವನ್ನು ಕಡಿಮೆ ಮಾಡಲು ಸಹಾಯ ಮಾಡುತ್ತದೆ. ಇದು ಮನಸ್ಥಿತಿಯನ್ನು ಸುಧಾರಿಸುತ್ತದೆ ಮತ್ತು ನಿದ್ರೆಯ ಗುಣಮಟ್ಟವನ್ನು ಸುಧಾರಿಸುತ್ತದೆ. ಬಿಡುವಿಲ್ಲದ ಜೀವನಶೈಲಿಯಲ್ಲಿ ಒತ್ತಡದಿಂದ ಮುಕ್ತರಾಗಲು ಬಯಸಿದರೆ ನೀವು ಪ್ರತಿನಿತ್ಯ ಗುಲಾಬಿ ಟೀ ಕುಡಿಯಿರಿ. — [1013, 1622, 1229, 1926]
subheading: ಗಮನಿಸಬೇಕಾದ ವಿಷಯಗಳಿವು — [1284, 1868, 1420, 1885]
column-rule — [779, 154, 781, 2193]
headline-line-2: ಬೆಳಕು ನೀಡುವ ಶಕ್ತಿ ಗುರುವಿಗಿದೆ. — [168, 1428, 704, 1482]
rosetea-headline — [786, 1030, 1468, 1195]
eclipse-column-1-wrap — [789, 569, 940, 713]
subheading: ಚರ್ಮದ ಹೊಳಪು ಹೆಚ್ಚಿಸಲು ಸಹಕಾರಿ — [1036, 1601, 1206, 1618]
subheading: ಗುಲಾಬಿ ಚಹಾ ತಯಾರಿಸುವುದು ಹೇಗೆ — [1267, 1724, 1437, 1741]
teacher-headline — [97, 1334, 775, 1495]
subheading: ರೋಗನಿರೋಧಕ ಶಕ್ತಿಯನ್ನು ಬಲಪಡಿಸುತ್ತದೆ: — [1021, 1929, 1221, 1947]
